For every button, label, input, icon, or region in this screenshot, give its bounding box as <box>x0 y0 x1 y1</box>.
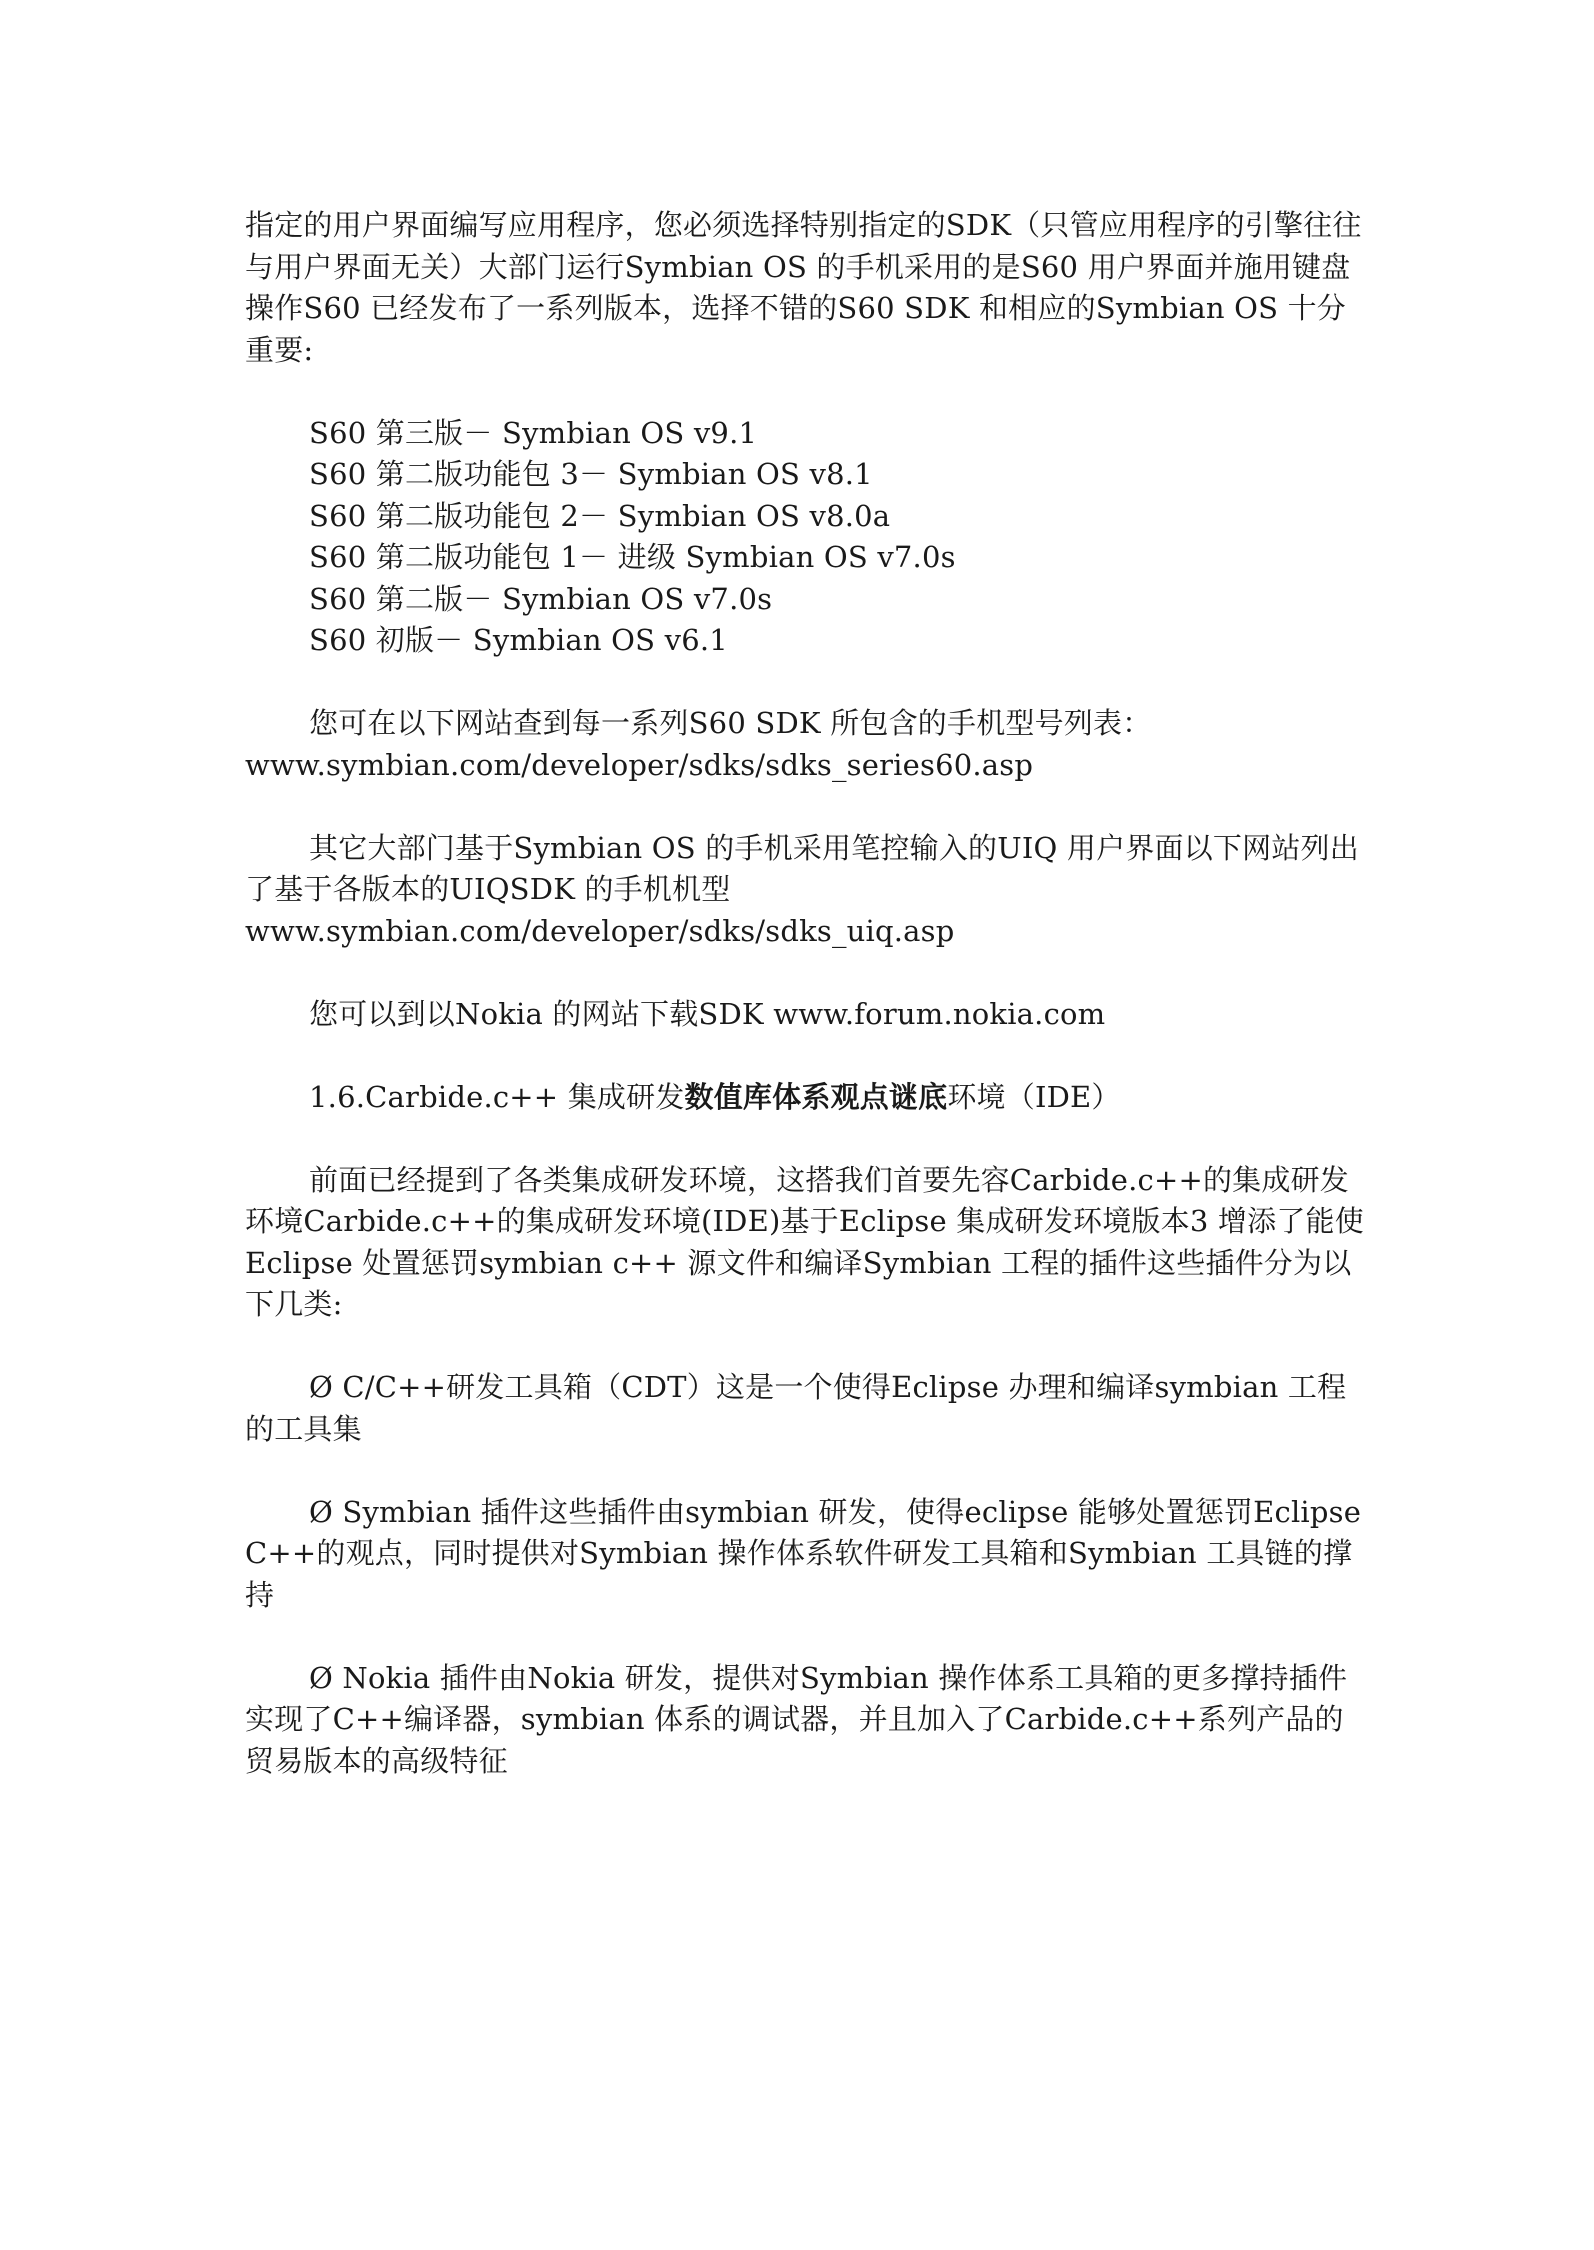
version-item: S60 初版－ Symbian OS v6.1 <box>309 623 728 657</box>
version-item: S60 第二版功能包 3－ Symbian OS v8.1 <box>309 457 873 491</box>
document-page <box>245 205 1365 1782</box>
section-heading-bold: 数值库体系观点谜底 <box>684 1079 948 1114</box>
s60-sdk-text: 您可在以下网站查到每一系列S60 SDK 所包含的手机型号列表： <box>309 706 1152 740</box>
section-heading <box>245 1077 1365 1119</box>
s60-sdk-url: www.symbian.com/developer/sdks/sdks_series60.asp <box>245 747 1034 782</box>
version-item: S60 第二版功能包 2－ Symbian OS v8.0a <box>309 498 891 533</box>
version-item: S60 第二版功能包 1－ 进级 Symbian OS v7.0s <box>309 540 956 574</box>
version-list <box>245 413 1365 662</box>
plugin-item: Ø C/C++研发工具箱（CDT）这是一个使得Eclipse 办理和编译symbian 工程的工具集 <box>245 1370 1347 1446</box>
carbide-intro-paragraph: 前面已经提到了各类集成研发环境，这搭我们首要先容Carbide.c++的集成研发环境Carbide.c++的集成研发环境(IDE)基于Eclipse 集成研发环境版本3 增添了能使Eclipse 处置惩罚symbian c++ 源文件和编译Symbian 工程的插件这些插件分为以下几类: <box>245 1162 1364 1321</box>
section-heading-suffix: 环境（IDE） <box>947 1079 1121 1114</box>
version-item: S60 第二版－ Symbian OS v7.0s <box>309 581 773 616</box>
uiq-sdk-text: 其它大部门基于Symbian OS 的手机采用笔控输入的UIQ 用户界面以下网站列出了基于各版本的UIQSDK 的手机机型 <box>245 830 1359 906</box>
uiq-sdk-url: www.symbian.com/developer/sdks/sdks_uiq.asp <box>245 913 955 948</box>
version-item: S60 第三版－ Symbian OS v9.1 <box>309 415 758 450</box>
uiq-sdk-paragraph <box>245 828 1365 953</box>
plugin-item: Ø Nokia 插件由Nokia 研发，提供对Symbian 操作体系工具箱的更多撑持插件实现了C++编译器，symbian 体系的调试器，并且加入了Carbide.c++系列产品的贸易版本的高级特征 <box>245 1660 1348 1778</box>
intro-paragraph: 指定的用户界面编写应用程序，您必须选择特别指定的SDK（只管应用程序的引擎往往与用户界面无关）大部门运行Symbian OS 的手机采用的是S60 用户界面并施用键盘操作S60 已经发布了一系列版本，选择不错的S60 SDK 和相应的Symbian OS 十分重要: <box>245 208 1362 367</box>
section-heading-prefix: 1.6.Carbide.c++ 集成研发 <box>309 1079 685 1114</box>
nokia-download-paragraph: 您可以到以Nokia 的网站下载SDK www.forum.nokia.com <box>309 996 1106 1031</box>
s60-sdk-paragraph <box>245 703 1365 786</box>
plugin-item: Ø Symbian 插件这些插件由symbian 研发，使得eclipse 能够处置惩罚Eclipse C++的观点，同时提供对Symbian 操作体系软件研发工具箱和Symbian 工具链的撑持 <box>245 1494 1362 1612</box>
